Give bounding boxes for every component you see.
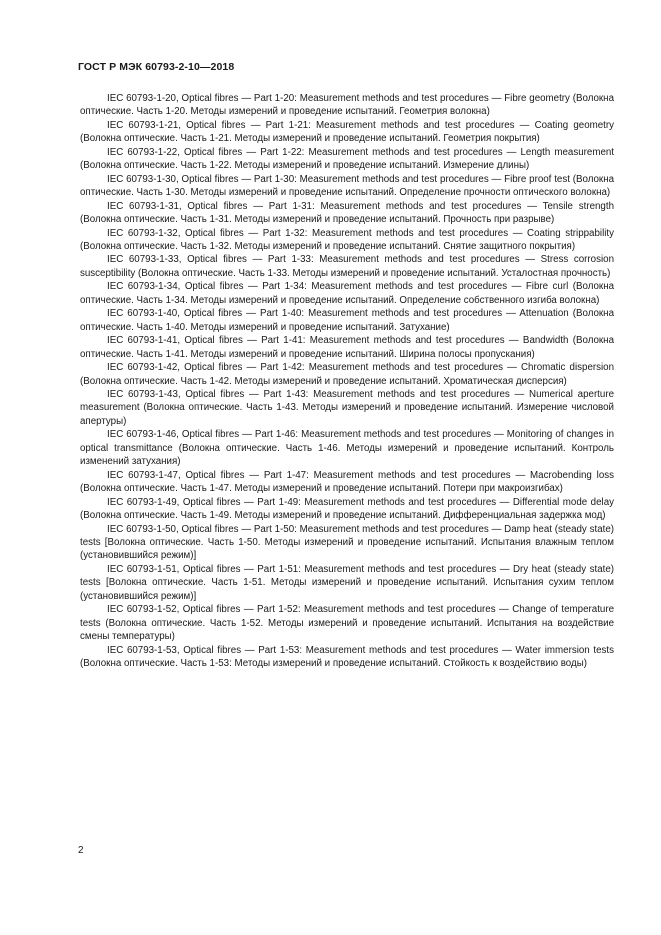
- reference-entry: IEC 60793-1-49, Optical fibres — Part 1-49: Measurement methods and test procedures — Differential mode delay (Волокна оптические. Часть 1-49. Методы измерений и проведение испытаний. Дифференциальная задержка мод): [80, 496, 614, 522]
- document-header: ГОСТ Р МЭК 60793-2-10—2018: [78, 61, 235, 73]
- reference-entry: IEC 60793-1-47, Optical fibres — Part 1-47: Measurement methods and test procedures — Macrobending loss (Волокна оптические. Часть 1-47. Методы измерений и проведение испытаний. Потери при макроизгибах): [80, 469, 614, 495]
- reference-entry: IEC 60793-1-33, Optical fibres — Part 1-33: Measurement methods and test procedures — Stress corrosion susceptibility (Волокна оптические. Часть 1-33. Методы измерений и проведение испытаний. Усталостная прочность): [80, 254, 614, 279]
- reference-entry: IEC 60793-1-41, Optical fibres — Part 1-41: Measurement methods and test procedures — Bandwidth (Волокна оптические. Часть 1-41. Методы измерений и проведение испытаний. Ширина полосы пропускания): [80, 335, 614, 360]
- reference-entry: IEC 60793-1-46, Optical fibres — Part 1-46: Measurement methods and test procedures — Monitoring of changes in optical transmittance (Волокна оптические. Часть 1-46. Методы измерений и проведение испытаний. Контроль изменений затухания): [80, 429, 614, 468]
- reference-entry: IEC 60793-1-52, Optical fibres — Part 1-52: Measurement methods and test procedures — Change of temperature tests (Волокна оптические. Часть 1-52. Методы измерений и проведение испытаний. Испытания на воздействие смены температуры): [80, 604, 614, 643]
- reference-entry: IEC 60793-1-53, Optical fibres — Part 1-53: Measurement methods and test procedures — Water immersion tests (Волокна оптические. Часть 1-53: Методы измерений и проведение испытаний. Стойкость к воздействию воды): [80, 644, 614, 670]
- reference-entry: IEC 60793-1-43, Optical fibres — Part 1-43: Measurement methods and test procedures — Numerical aperture measurement (Волокна оптические. Часть 1-43. Методы измерений и проведение испытаний. Измерение числовой апертуры): [80, 388, 614, 427]
- reference-entry: IEC 60793-1-32, Optical fibres — Part 1-32: Measurement methods and test procedures — Coating strippability (Волокна оптические. Часть 1-32. Методы измерений и проведение испытаний. Снятие защитного покрытия): [80, 227, 614, 252]
- reference-entry: IEC 60793-1-34, Optical fibres — Part 1-34: Measurement methods and test procedures — Fibre curl (Волокна оптические. Часть 1-34. Методы измерений и проведение испытаний. Определение собственного изгиба волокна): [80, 281, 614, 306]
- reference-entry: IEC 60793-1-51, Optical fibres — Part 1-51: Measurement methods and test procedures — Dry heat (steady state) tests [Волокна оптические. Часть 1-51. Методы измерений и проведение испытаний. Испытания сухим теплом (установившийся режим)]: [80, 563, 614, 602]
- reference-entry: IEC 60793-1-31, Optical fibres — Part 1-31: Measurement methods and test procedures — Tensile strength (Волокна оптические. Часть 1-31. Методы измерений и проведение испытаний. Прочность при разрыве): [80, 200, 614, 226]
- reference-entry: IEC 60793-1-40, Optical fibres — Part 1-40: Measurement methods and test procedures — Attenuation (Волокна оптические. Часть 1-40. Методы измерений и проведение испытаний. Затухание): [80, 308, 614, 333]
- reference-entry: IEC 60793-1-20, Optical fibres — Part 1-20: Measurement methods and test procedures — Fibre geometry (Волокна оптические. Часть 1-20. Методы измерений и проведение испытаний. Геометрия волокна): [80, 93, 614, 118]
- page-number: 2: [78, 845, 84, 856]
- reference-entry: IEC 60793-1-21, Optical fibres — Part 1-21: Measurement methods and test procedures — Coating geometry (Волокна оптические. Часть 1-21. Методы измерений и проведение испытаний. Геометрия покрытия): [80, 119, 614, 145]
- reference-entry: IEC 60793-1-22, Optical fibres — Part 1-22: Measurement methods and test procedures — Length measurement (Волокна оптические. Часть 1-22. Методы измерений и проведение испытаний. Измерение длины): [80, 146, 614, 172]
- reference-entry: IEC 60793-1-50, Optical fibres — Part 1-50: Measurement methods and test procedures — Damp heat (steady state) tests [Волокна оптические. Часть 1-50. Методы измерений и проведение испытаний. Испытания влажным теплом (установившийся режим)]: [80, 523, 614, 562]
- reference-entry: IEC 60793-1-30, Optical fibres — Part 1-30: Measurement methods and test procedures — Fibre proof test (Волокна оптические. Часть 1-30. Методы измерений и проведение испытаний. Определение прочности оптического волокна): [80, 173, 614, 199]
- reference-entry: IEC 60793-1-42, Optical fibres — Part 1-42: Measurement methods and test procedures — Chromatic dispersion (Волокна оптические. Часть 1-42. Методы измерений и проведение испытаний. Хроматическая дисперсия): [80, 362, 614, 387]
- references-list: [80, 92, 614, 670]
